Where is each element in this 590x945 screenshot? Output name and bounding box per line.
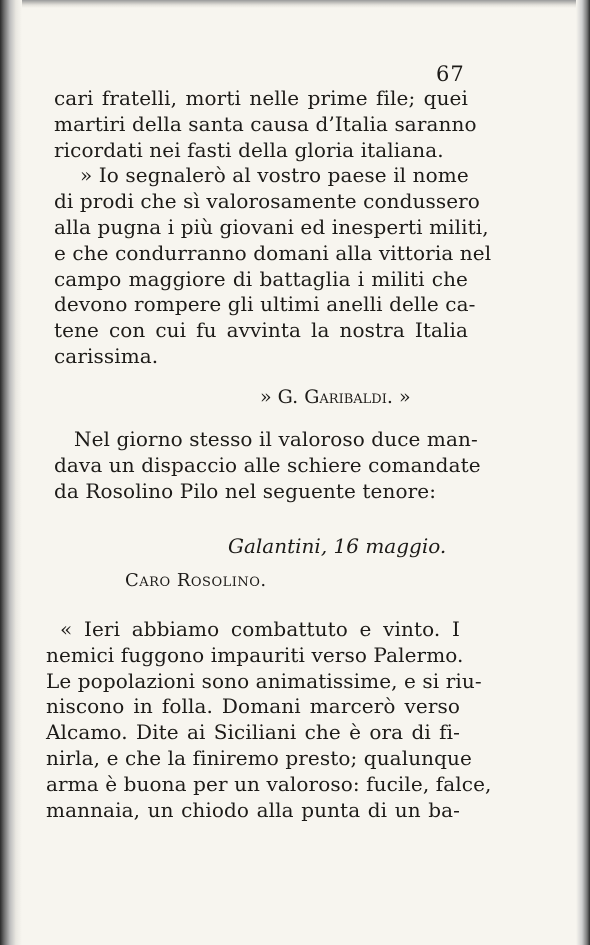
paragraph-4-line: nirla, e che la finiremo presto; qualunque bbox=[46, 745, 472, 770]
paragraph-4-line: nemici fuggono impauriti verso Palermo. bbox=[46, 642, 464, 667]
paragraph-4-line: Alcamo. Dite ai Siciliani che è ora di fi- bbox=[46, 720, 460, 745]
paragraph-3-line: da Rosolino Pilo nel seguente tenore: bbox=[54, 478, 437, 503]
body-text-bottom bbox=[46, 617, 492, 823]
paragraph-1-line: ricordati nei fasti della gloria italiana. bbox=[54, 137, 444, 162]
paragraph-4-line: Le popolazioni sono animatissime, e si riu- bbox=[46, 668, 482, 693]
paragraph-3-line: dava un dispaccio alle schiere comandate bbox=[54, 452, 481, 477]
paragraph-4-line: arma è buona per un valoroso: fucile, falce, bbox=[46, 771, 492, 796]
paragraph-2-line: tene con cui fu avvinta la nostra Italia bbox=[54, 318, 468, 343]
paragraph-2-line: alla pugna i più giovani ed inesperti militi, bbox=[54, 214, 489, 239]
paragraph-2-line: e che condurranno domani alla vittoria nel bbox=[54, 240, 492, 265]
paragraph-4-line: niscono in folla. Domani marcerò verso bbox=[46, 694, 460, 719]
paragraph-2-line: » Io segnalerò al vostro paese il nome bbox=[80, 163, 469, 188]
letter-signature: » G. Garibaldi. » bbox=[260, 386, 411, 408]
page-left-edge bbox=[0, 0, 22, 945]
page-right-edge bbox=[576, 0, 590, 945]
letter-dateline: Galantini, 16 maggio. bbox=[228, 534, 447, 558]
paragraph-3-line: Nel giorno stesso il valoroso duce man- bbox=[74, 427, 478, 451]
body-text-middle bbox=[54, 427, 481, 504]
paragraph-4-line: mannaia, un chiodo alla punta di un ba- bbox=[46, 797, 460, 822]
paragraph-2-line: campo maggiore di battaglia i militi che bbox=[54, 266, 468, 291]
paragraph-1-line: martiri della santa causa d’Italia saranno bbox=[54, 111, 477, 136]
page-number: 67 bbox=[436, 62, 465, 86]
letter-salutation: Caro Rosolino. bbox=[125, 570, 267, 591]
paragraph-2-line: carissima. bbox=[54, 343, 159, 368]
paragraph-4-line: « Ieri abbiamo combattuto e vinto. I bbox=[60, 617, 460, 641]
page-top-edge bbox=[0, 0, 590, 8]
paragraph-1-line: cari fratelli, morti nelle prime file; quei bbox=[54, 86, 468, 110]
paragraph-2-line: di prodi che sì valorosamente condussero bbox=[54, 189, 480, 214]
body-text-top bbox=[54, 86, 492, 370]
paragraph-2-line: devono rompere gli ultimi anelli delle ca- bbox=[54, 292, 476, 317]
